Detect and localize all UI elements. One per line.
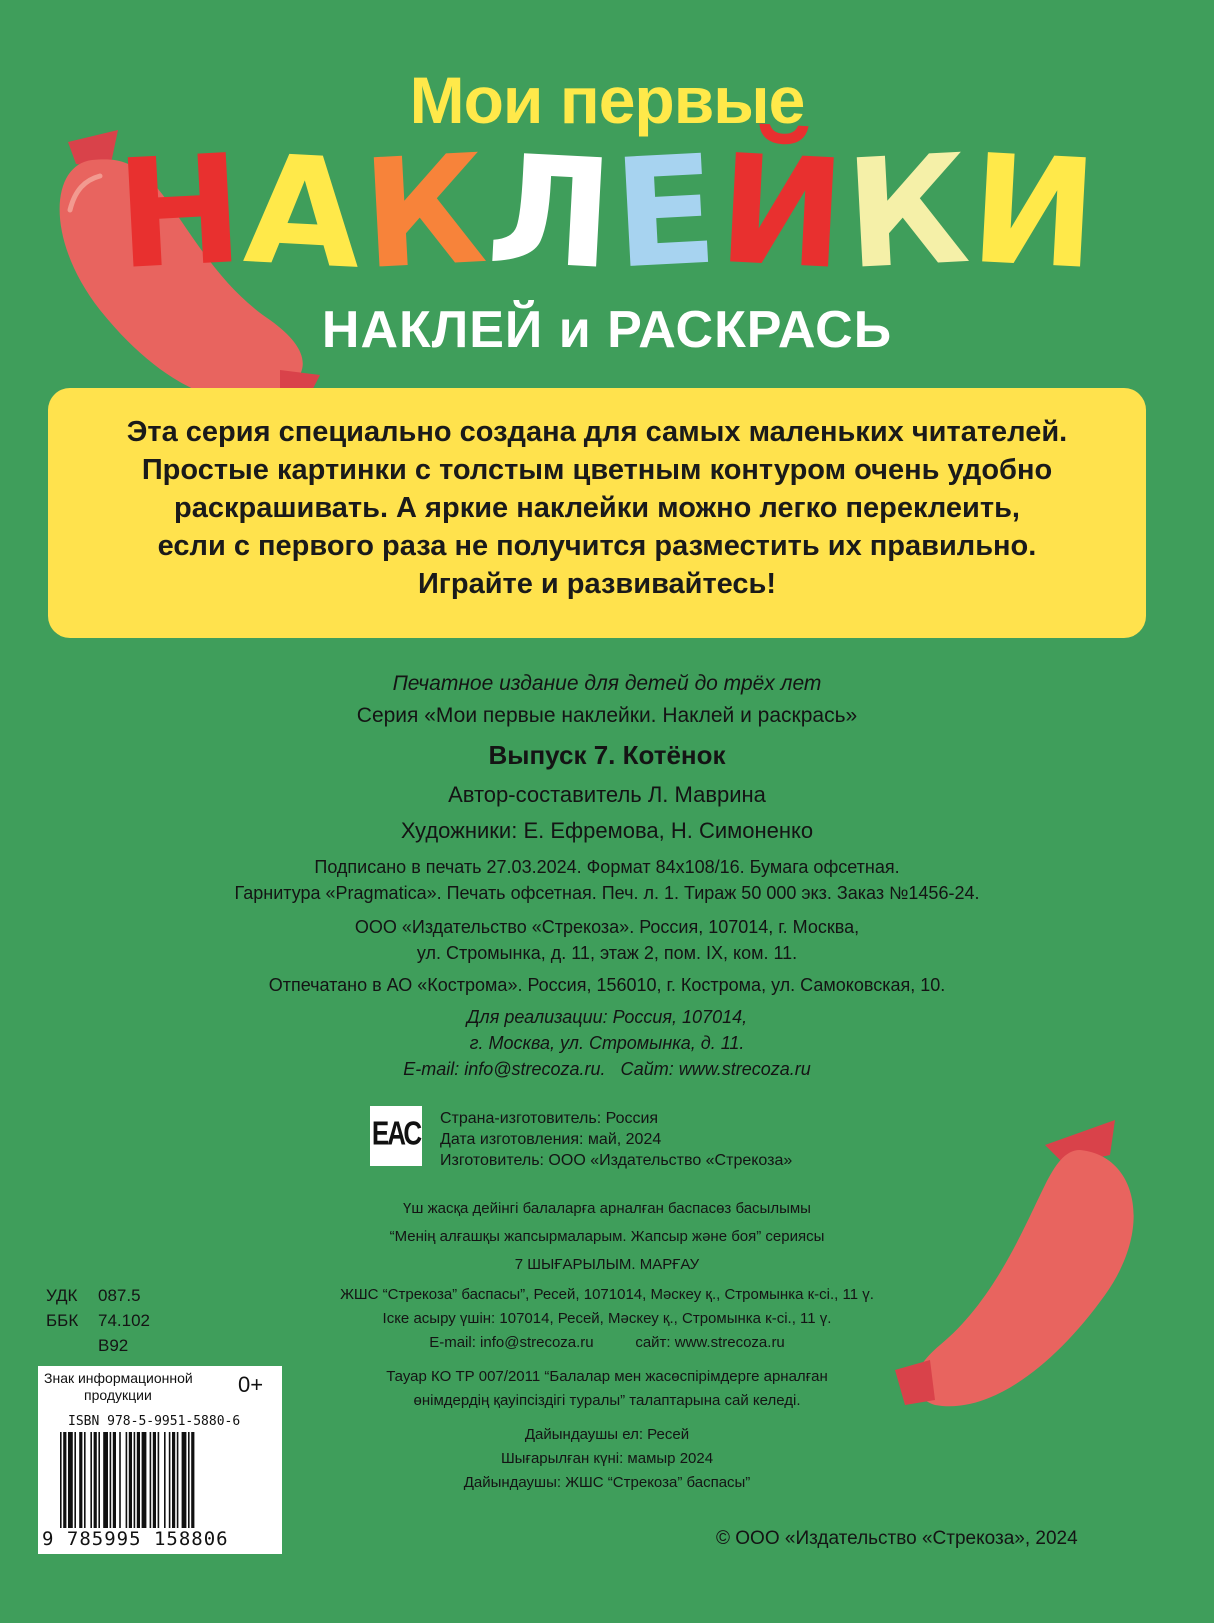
info-product-label-line: Знак информационной bbox=[44, 1370, 193, 1386]
barcode-bar bbox=[158, 1432, 160, 1528]
barcode-bar bbox=[142, 1432, 147, 1528]
barcode-bar bbox=[182, 1432, 187, 1528]
barcode-bar bbox=[188, 1432, 190, 1528]
info-line: раскрашивать. А яркие наклейки можно легко переклеить, bbox=[174, 492, 1020, 524]
subtitle: НАКЛЕЙ и РАСКРАСЬ bbox=[321, 301, 893, 359]
barcode-bar bbox=[98, 1432, 100, 1528]
title-letter: Л bbox=[483, 122, 617, 304]
title-letter: Н bbox=[113, 122, 248, 304]
publisher-address-2: ул. Стромынка, д. 11, этаж 2, пом. IX, ком. 11. bbox=[416, 943, 798, 963]
barcode-bar bbox=[129, 1432, 132, 1528]
barcode-bar bbox=[191, 1432, 194, 1528]
kz-line: Іске асыру үшін: 107014, Ресей, Мәскеу қ., Стромынка к-сі., 11 ү. bbox=[382, 1310, 832, 1327]
bbk-value: 74.102 bbox=[98, 1311, 150, 1330]
barcode-bar bbox=[134, 1432, 136, 1528]
barcode-bar bbox=[94, 1432, 97, 1528]
barcode bbox=[58, 1432, 268, 1528]
udk-value: 087.5 bbox=[98, 1286, 141, 1305]
eac-mark bbox=[370, 1106, 422, 1166]
author-mark: В92 bbox=[98, 1336, 129, 1355]
kz-line: өнімдердің қауіпсіздігі туралы” талаптарына сай келеді. bbox=[413, 1392, 801, 1409]
copyright: © ООО «Издательство «Стрекоза», 2024 bbox=[716, 1528, 1078, 1549]
barcode-digits: 9 785995 158806 bbox=[42, 1528, 229, 1550]
barcode-block bbox=[38, 1366, 282, 1554]
kz-line: Тауар КО ТР 007/2011 “Балалар мен жасөспірімдерге арналған bbox=[386, 1368, 828, 1385]
kz-line: “Менің алғашқы жапсырмаларым. Жапсыр және боя” сериясы bbox=[389, 1228, 825, 1245]
barcode-bar bbox=[84, 1432, 86, 1528]
artists-line: Художники: Е. Ефремова, Н. Симоненко bbox=[400, 818, 814, 843]
eac-maker: Изготовитель: ООО «Издательство «Стрекоза» bbox=[440, 1152, 793, 1169]
barcode-bar bbox=[60, 1432, 62, 1528]
series-heading: Мои первые bbox=[409, 63, 805, 137]
info-line: Простые картинки с толстым цветным контуром очень удобно bbox=[141, 454, 1053, 486]
kz-line: 7 ШЫҒАРЫЛЫМ. МАРҒАУ bbox=[514, 1256, 700, 1273]
barcode-bar bbox=[103, 1432, 108, 1528]
audience-note: Печатное издание для детей до трёх лет bbox=[392, 672, 822, 695]
title-letter: К bbox=[358, 122, 491, 304]
title-letter: Е bbox=[609, 123, 722, 303]
barcode-bar bbox=[113, 1432, 116, 1528]
info-line: Играйте и развивайтесь! bbox=[417, 568, 777, 600]
barcode-bar bbox=[150, 1432, 152, 1528]
age-rating: 0+ bbox=[238, 1372, 264, 1397]
issue-title: Выпуск 7. Котёнок bbox=[488, 740, 726, 770]
series-name: Серия «Мои первые наклейки. Наклей и раскрась» bbox=[356, 704, 858, 727]
eac-country: Страна-изготовитель: Россия bbox=[440, 1110, 659, 1127]
contacts-line: E-mail: info@strecoza.ru. Сайт: www.strecoza.ru bbox=[403, 1059, 811, 1079]
info-line: Эта серия специально создана для самых маленьких читателей. bbox=[126, 416, 1068, 448]
kz-line: Шығарылған күні: мамыр 2024 bbox=[500, 1450, 714, 1467]
bbk-label: ББК bbox=[46, 1311, 79, 1330]
info-product-label-line: продукции bbox=[84, 1387, 152, 1403]
printed-at: Отпечатано в АО «Кострома». Россия, 156010, г. Кострома, ул. Самоковская, 10. bbox=[268, 975, 946, 995]
info-product-label bbox=[44, 1370, 193, 1404]
barcode-bar bbox=[126, 1432, 128, 1528]
barcode-bar bbox=[137, 1432, 140, 1528]
info-box bbox=[48, 388, 1146, 638]
kz-line: Дайындаушы ел: Ресей bbox=[524, 1426, 690, 1443]
big-title bbox=[0, 122, 1214, 304]
barcode-bar bbox=[79, 1432, 82, 1528]
barcode-bar bbox=[63, 1432, 66, 1528]
barcode-bar bbox=[110, 1432, 112, 1528]
info-line: если с первого раза не получится разместить их правильно. bbox=[157, 530, 1037, 562]
eac-date: Дата изготовления: май, 2024 bbox=[440, 1131, 662, 1148]
author-line: Автор-составитель Л. Маврина bbox=[448, 782, 766, 807]
title-letter: И bbox=[966, 122, 1101, 304]
barcode-bar bbox=[172, 1432, 175, 1528]
eac-mark-text: ЕАС bbox=[371, 1113, 421, 1153]
barcode-bar bbox=[177, 1432, 179, 1528]
barcode-bar bbox=[153, 1432, 156, 1528]
title-letter: А bbox=[240, 123, 366, 303]
isbn-text: ISBN 978-5-9951-5880-6 bbox=[68, 1414, 241, 1429]
publisher-address-1: ООО «Издательство «Стрекоза». Россия, 107014, г. Москва, bbox=[354, 917, 860, 937]
barcode-bar bbox=[164, 1432, 166, 1528]
kz-line: E-mail: info@strecoza.ru сайт: www.strecoza.ru bbox=[429, 1334, 785, 1351]
title-letter: Й bbox=[714, 122, 849, 304]
print-details-1: Подписано в печать 27.03.2024. Формат 84х108/16. Бумага офсетная. bbox=[314, 857, 900, 877]
barcode-bar bbox=[90, 1432, 92, 1528]
kz-line: ЖШС “Стрекоза” баспасы”, Ресей, 1071014, Мәскеу қ., Стромынка к-сі., 11 ү. bbox=[340, 1286, 874, 1303]
barcode-bar bbox=[169, 1432, 171, 1528]
kz-line: Үш жасқа дейінгі балаларға арналған баспасөз басылымы bbox=[403, 1200, 811, 1217]
print-details-2: Гарнитура «Pragmatica». Печать офсетная. Печ. л. 1. Тираж 50 000 экз. Заказ №1456-24. bbox=[234, 883, 980, 903]
kz-line: Дайындаушы: ЖШС “Стрекоза” баспасы” bbox=[463, 1474, 751, 1491]
sale-address-2: г. Москва, ул. Стромынка, д. 11. bbox=[469, 1033, 745, 1053]
barcode-bar bbox=[74, 1432, 76, 1528]
title-letter: К bbox=[841, 122, 974, 304]
sale-address-1: Для реализации: Россия, 107014, bbox=[466, 1007, 748, 1027]
barcode-bar bbox=[68, 1432, 73, 1528]
barcode-bar bbox=[119, 1432, 121, 1528]
udk-label: УДК bbox=[46, 1286, 78, 1305]
